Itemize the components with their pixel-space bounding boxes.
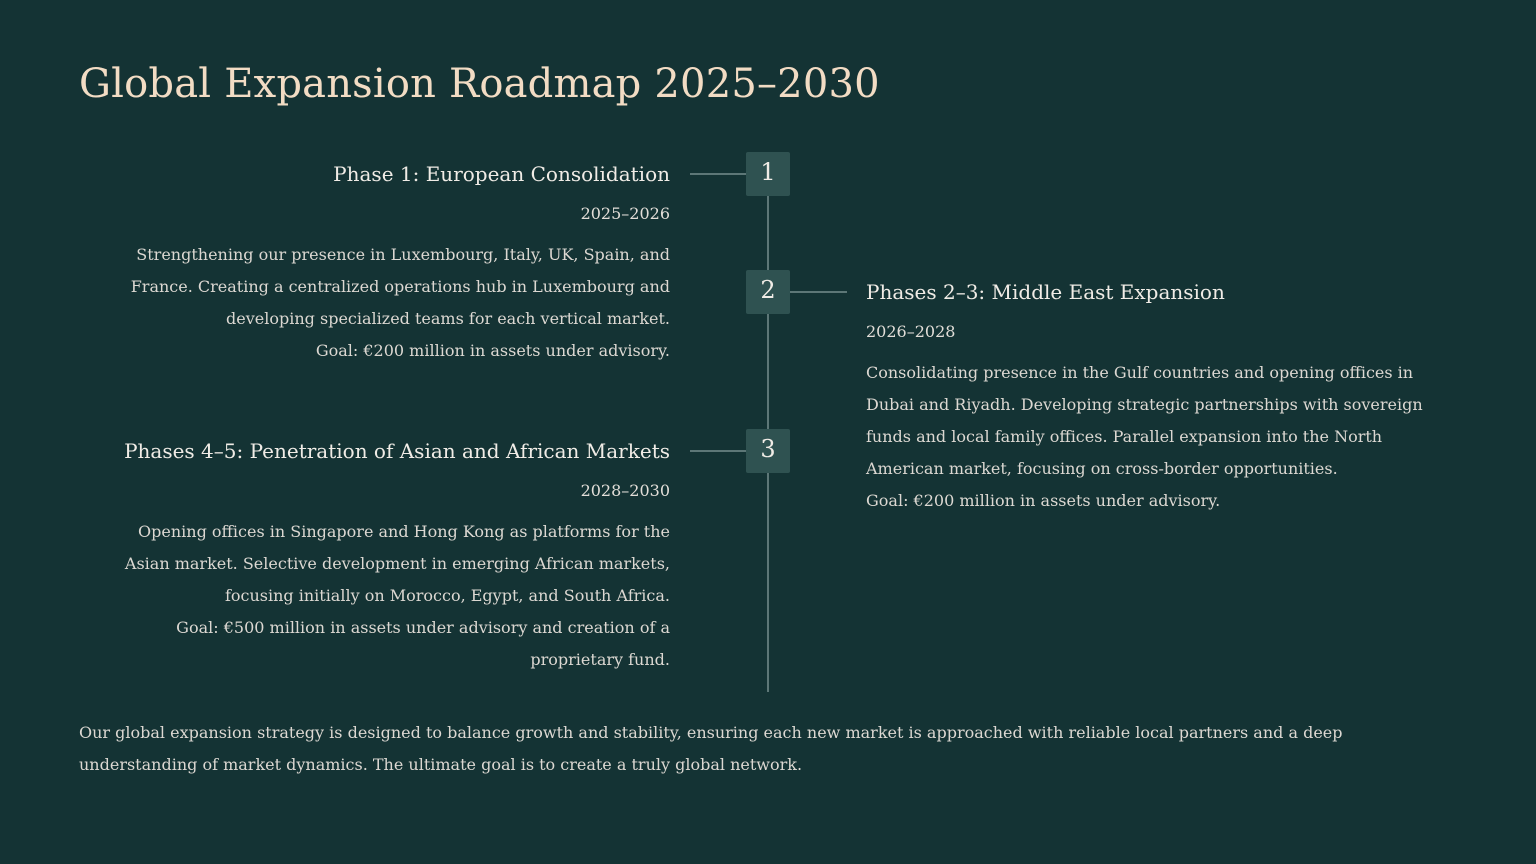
phase-2-dates: 2026–2028 xyxy=(866,322,956,341)
summary-text xyxy=(79,717,1343,781)
phase-1-block xyxy=(131,160,670,367)
phase-3-line: proprietary fund. xyxy=(530,650,670,669)
phase-2-heading: Phases 2–3: Middle East Expansion xyxy=(866,280,1225,304)
phase-3-block xyxy=(124,437,670,676)
summary-line: Our global expansion strategy is designed to balance growth and stability, ensuring each new market is approached with reliable local partners and a deep xyxy=(79,723,1343,742)
phase-2-goal: Goal: €200 million in assets under advisory. xyxy=(866,491,1221,510)
phase-1-marker: 1 xyxy=(746,152,790,196)
phase-1-connector xyxy=(690,173,746,175)
phase-3-line: Opening offices in Singapore and Hong Kong as platforms for the xyxy=(138,522,670,541)
page-title: Global Expansion Roadmap 2025–2030 xyxy=(79,61,880,107)
phase-1-description xyxy=(131,239,670,367)
phase-2-line: American market, focusing on cross-border opportunities. xyxy=(866,459,1338,478)
phase-1-line: developing specialized teams for each vertical market. xyxy=(226,309,670,328)
phase-1-line: France. Creating a centralized operations hub in Luxembourg and xyxy=(130,277,670,296)
phase-2-line: Consolidating presence in the Gulf countries and opening offices in xyxy=(866,363,1414,382)
phase-3-line: focusing initially on Morocco, Egypt, and South Africa. xyxy=(224,586,670,605)
phase-3-line: Asian market. Selective development in emerging African markets, xyxy=(124,554,670,573)
phase-3-goal: Goal: €500 million in assets under advisory and creation of a xyxy=(176,618,670,637)
phase-2-line: Dubai and Riyadh. Developing strategic partnerships with sovereign xyxy=(866,395,1423,414)
phase-2-marker: 2 xyxy=(746,270,790,314)
phase-3-heading: Phases 4–5: Penetration of Asian and African Markets xyxy=(124,439,670,463)
phase-2-block xyxy=(866,278,1423,517)
phase-3-marker: 3 xyxy=(746,429,790,473)
phase-1-heading: Phase 1: European Consolidation xyxy=(333,162,670,186)
phase-3-connector xyxy=(690,450,746,452)
phase-1-line: Strengthening our presence in Luxembourg, Italy, UK, Spain, and xyxy=(136,245,670,264)
phase-2-description xyxy=(866,357,1423,517)
phase-1-dates: 2025–2026 xyxy=(580,204,670,223)
phase-3-description xyxy=(124,516,670,676)
phase-3-dates: 2028–2030 xyxy=(580,481,670,500)
phase-1-goal: Goal: €200 million in assets under advisory. xyxy=(315,341,670,360)
phase-2-line: funds and local family offices. Parallel expansion into the North xyxy=(866,427,1383,446)
summary-line: understanding of market dynamics. The ultimate goal is to create a truly global network. xyxy=(79,755,803,774)
phase-2-connector xyxy=(790,291,847,293)
